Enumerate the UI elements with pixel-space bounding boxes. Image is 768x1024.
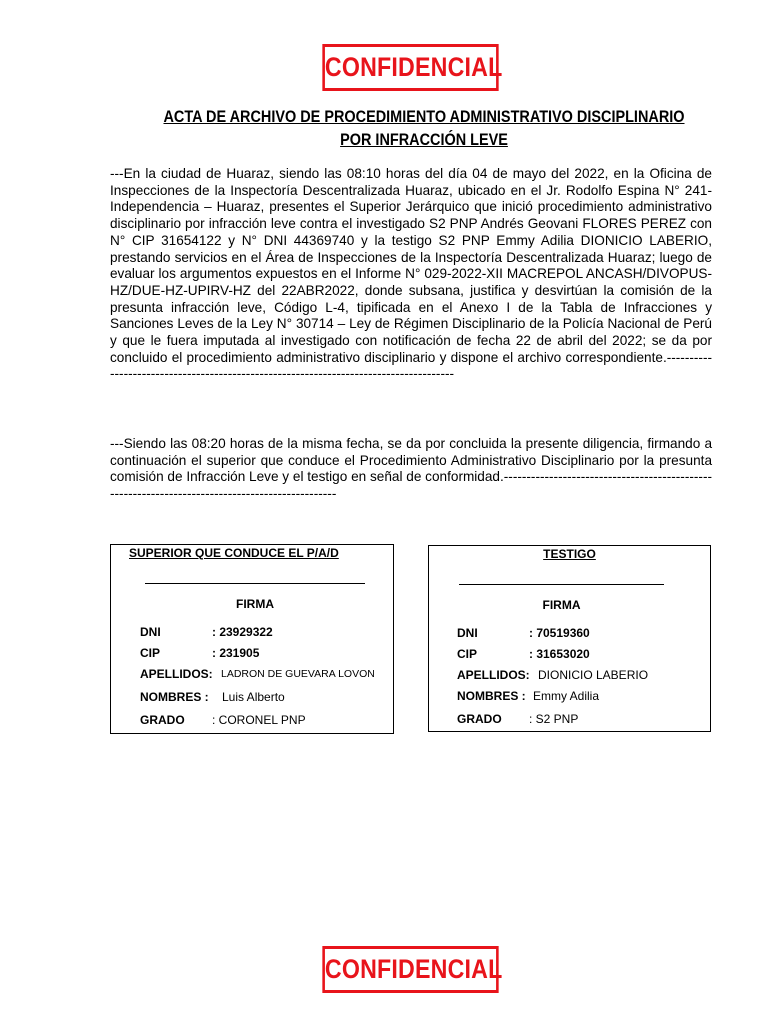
document-title-line2: POR INFRACCIÓN LEVE xyxy=(340,130,508,149)
nombres-value: Luis Alberto xyxy=(222,690,285,704)
cip-label: CIP xyxy=(140,646,161,660)
firma-label: FIRMA xyxy=(542,598,581,612)
apellidos-label: APELLIDOS: xyxy=(140,667,213,681)
apellidos-value: LADRON DE GUEVARA LOVON xyxy=(221,668,375,680)
cip-value: : 231905 xyxy=(212,646,260,660)
confidential-stamp-bottom: CONFIDENCIAL xyxy=(322,946,498,993)
signature-line xyxy=(145,583,365,584)
nombres-label: NOMBRES : xyxy=(457,689,526,703)
superior-signature-box xyxy=(110,544,394,734)
dni-value: : 23929322 xyxy=(212,625,273,639)
grado-label: GRADO xyxy=(457,712,502,726)
testigo-heading: TESTIGO xyxy=(543,547,596,561)
apellidos-value: DIONICIO LABERIO xyxy=(538,668,649,682)
grado-value: : S2 PNP xyxy=(529,712,579,726)
dni-label: DNI xyxy=(140,625,161,639)
signature-line xyxy=(459,584,664,585)
nombres-value: Emmy Adilia xyxy=(533,689,600,703)
confidential-stamp-top: CONFIDENCIAL xyxy=(322,44,498,91)
dni-value: : 70519360 xyxy=(529,626,590,640)
body-paragraph-1: ---En la ciudad de Huaraz, siendo las 08:10 horas del día 04 de mayo del 2022, en la Oficina de Inspecciones de la Inspectoría Descentralizada Huaraz, ubicado en el Jr. Rodolfo Espina N° 241- Independencia – Huaraz, presentes el Superior Jerárquico que inició procedimiento administrativo disciplinario por infracción leve contra el investigado S2 PNP Andrés Geovani FLORES PEREZ con N° CIP 31654122 y N° DNI 44369740 y la testigo S2 PNP Emmy Adilia DIONICIO LABERIO, prestando servicios en el Área de Inspecciones de la Inspectoría Descentralizada Huaraz; luego de evaluar los argumentos expuestos en el Informe N° 029-2022-XII MACREPOL ANCASH/DIVOPUS-HZ/DUE-HZ-UPIRV-HZ del 22ABR2022, donde subsana, justifica y desvirtúan la comisión de la presunta infracción leve, Código L-4, tipificada en el Anexo I de la Tabla de Infracciones y Sanciones Leves de la Ley N° 30714 – Ley de Régimen Disciplinario de la Policía Nacional de Perú y que le fuera imputada al investigado con notificación de fecha 22 de abril del 2022; se da por concluido el procedimiento administrativo disciplinario y dispone el archivo correspondiente.-------------------------------------------------------------------------------------- xyxy=(110,166,712,382)
dni-label: DNI xyxy=(457,626,478,640)
grado-label: GRADO xyxy=(140,713,185,727)
grado-value: : CORONEL PNP xyxy=(212,713,306,727)
cip-value: : 31653020 xyxy=(529,647,590,661)
document-title-line1: ACTA DE ARCHIVO DE PROCEDIMIENTO ADMINISTRATIVO DISCIPLINARIO xyxy=(163,107,685,126)
body-paragraph-2: ---Siendo las 08:20 horas de la misma fecha, se da por concluida la presente diligencia, firmando a continuación el superior que conduce el Procedimiento Administrativo Disciplinario por la presunta comisión de Infracción Leve y el testigo en señal de conformidad.------------------------------------------------------------------------------------------------ xyxy=(110,436,712,502)
testigo-signature-box xyxy=(428,545,711,732)
firma-label: FIRMA xyxy=(236,597,274,611)
cip-label: CIP xyxy=(457,647,478,661)
apellidos-label: APELLIDOS: xyxy=(457,668,530,682)
nombres-label: NOMBRES : xyxy=(140,690,209,704)
superior-heading: SUPERIOR QUE CONDUCE EL P/A/D xyxy=(129,546,339,560)
